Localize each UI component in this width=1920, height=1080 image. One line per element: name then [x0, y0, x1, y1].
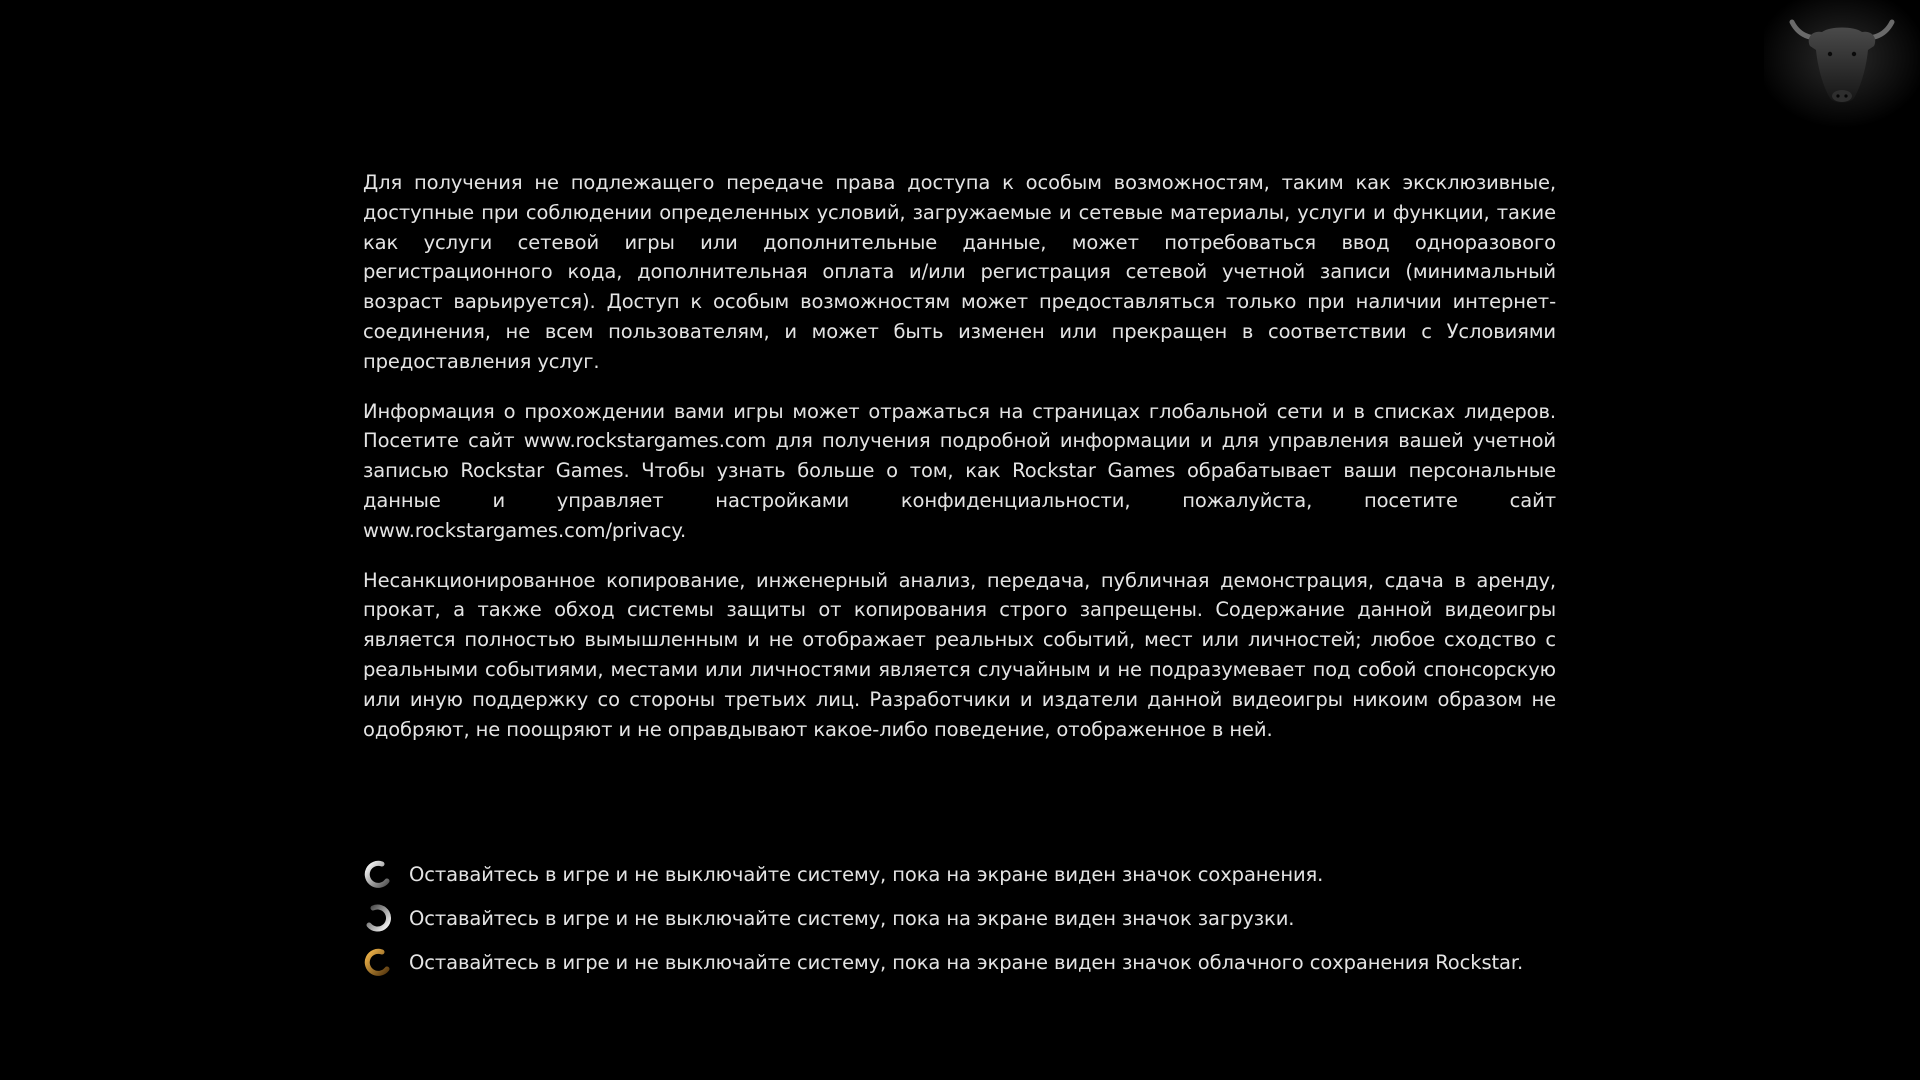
- save-notice-text: Оставайтесь в игре и не выключайте систему, пока на экране виден значок сохранения.: [409, 862, 1324, 886]
- cloud-save-notice: [363, 940, 1663, 984]
- legal-paragraph-copyright: Несанкционированное копирование, инженерный анализ, передача, публичная демонстрация, сдача в аренду, прокат, а также обход системы защиты от копирования строго запрещены. Содержание данной видеоигры является полностью вымышленным и не отображает реальных событий, мест или личностей; любое сходство с реальными событиями, местами или личностями является случайным и не подразумевает под собой спонсорскую или иную поддержку со стороны третьих лиц. Разработчики и издатели данной видеоигры никоим образом не одобряют, не поощряют и не оправдывают какое-либо поведение, отображенное в ней.: [363, 568, 1556, 741]
- legal-paragraph-privacy: Информация о прохождении вами игры может отражаться на страницах глобальной сети и в списках лидеров. Посетите сайт www.rockstargames.com для получения подробной информации и для управления вашей учетной записью Rockstar Games. Чтобы узнать больше о том, как Rockstar Games обрабатывает ваши персональные данные и управляет настройками конфиденциальности, пожалуйста, посетите сайт www.rockstargames.com/privacy.: [363, 399, 1556, 542]
- loading-notice-text: Оставайтесь в игре и не выключайте систему, пока на экране виден значок загрузки.: [409, 906, 1295, 930]
- cloud-save-notice-text: Оставайтесь в игре и не выключайте систему, пока на экране виден значок облачного сохранения Rockstar.: [409, 950, 1524, 974]
- save-spinner-icon: [363, 859, 393, 889]
- legal-text: [363, 168, 1556, 764]
- save-notices: [363, 852, 1663, 984]
- save-notice: [363, 852, 1663, 896]
- cloud-save-spinner-icon: [363, 947, 393, 977]
- loading-notice: [363, 896, 1663, 940]
- bull-head-icon: [1764, 0, 1920, 128]
- legal-paragraph-access: Для получения не подлежащего передаче права доступа к особым возможностям, таким как эксклюзивные, доступные при соблюдении определенных условий, загружаемые и сетевые материалы, услуги и функции, такие как услуги сетевой игры или дополнительные данные, может потребоваться ввод одноразового регистрационного кода, дополнительная оплата и/или регистрация сетевой учетной записи (минимальный возраст варьируется). Доступ к особым возможностям может предоставляться только при наличии интернет-соединения, не всем пользователям, и может быть изменен или прекращен в соответствии с Условиями предоставления услуг.: [363, 171, 1556, 373]
- loading-spinner-icon: [363, 903, 393, 933]
